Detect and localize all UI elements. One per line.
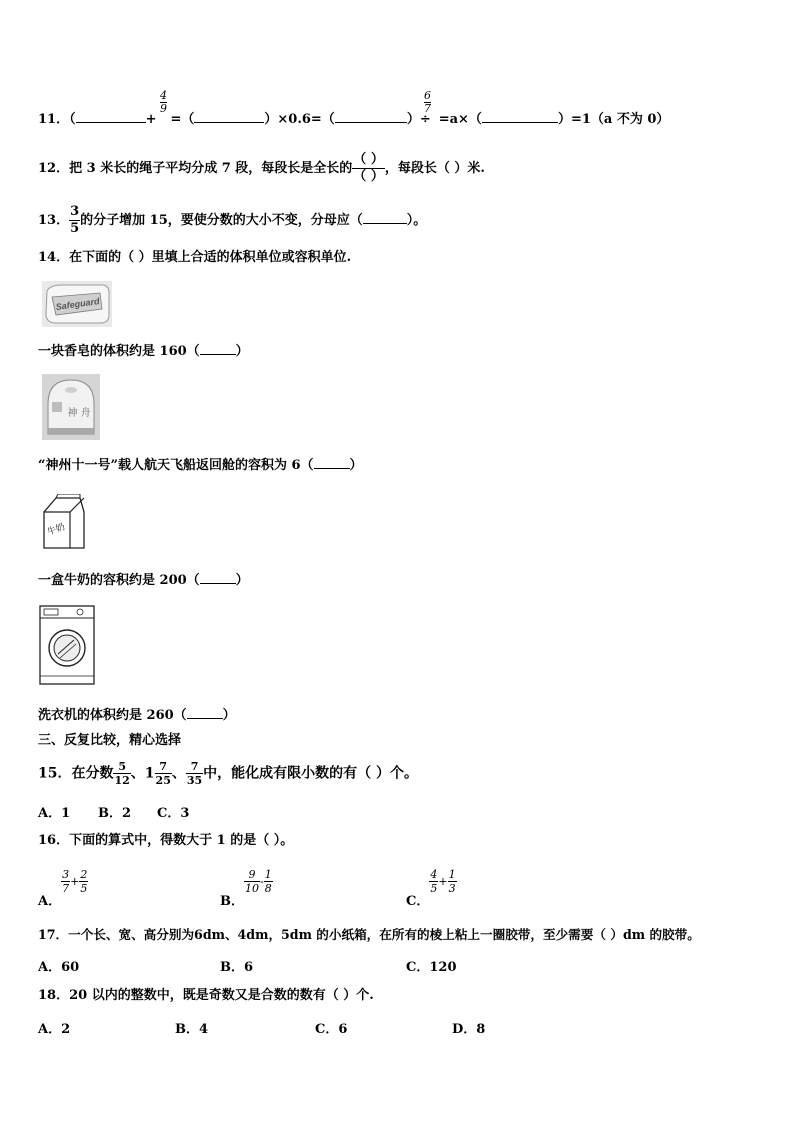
q15-frac-3-den: 35 [186,774,203,787]
q16-b-frac-2 [264,868,273,895]
q16-b-label: B． [220,894,244,909]
question-13 [38,204,426,237]
q16-b-frac-1-num: 9 [248,868,256,881]
q13-tail: ）。 [406,213,427,228]
q15-frac-2-num: 7 [159,760,168,773]
q16-text: 16．下面的算式中，得数大于 1 的是（ ）。 [38,833,294,848]
q16-a-frac-1-den: 7 [62,882,70,895]
q17-text: 17．一个长、宽、高分别为6dm、4dm，5dm 的小纸箱，在所有的棱上粘上一圈胶带，至少需要（ ）dm 的胶带。 [38,927,700,942]
q11-plus: + [145,112,157,127]
q18-option-d[interactable]: D．8 [452,1022,486,1037]
washing-machine-image [38,604,96,686]
q16-b-frac-1 [244,868,260,895]
q12-frac-den: （ ） [353,169,384,184]
q16-c-frac-2 [448,868,457,895]
q15-frac-1 [113,760,130,787]
question-18 [38,987,374,1005]
q16-b-frac-1-den: 10 [245,882,259,895]
q16-option-b[interactable] [220,868,273,909]
q15-frac-3-num: 7 [190,760,199,773]
soap-image [42,281,112,327]
q11-tail: ）=1（a 不为 0） [557,112,670,127]
q11-eq: =（ [170,112,195,127]
q16-a-frac-1 [61,868,70,895]
q18-option-a[interactable]: A．2 [38,1022,71,1037]
q11-frac2-num: 6 [424,89,431,102]
q15-sep-1: 、1 [130,765,155,782]
q18-text: 18．20 以内的整数中，既是奇数又是合数的数有（ ）个. [38,988,374,1003]
q16-c-frac-1-num: 4 [430,868,438,881]
capsule-close: ） [349,458,363,473]
milk-close: ） [235,573,249,588]
milk-label: 一盒牛奶的容积约是 200（ [38,573,200,588]
q16-a-frac-2-den: 5 [80,882,88,895]
washer-blank[interactable] [187,706,223,719]
question-14 [38,249,351,267]
q16-b-op: - [260,875,264,888]
q16-b-frac-2-num: 1 [264,868,272,881]
q11-ax: =a×（ [438,112,482,127]
q15-tail: 中，能化成有限小数的有（ ）个。 [203,765,419,782]
soap-close: ） [235,344,249,359]
q14-text: 14．在下面的（ ）里填上合适的体积单位或容积单位. [38,250,352,265]
soap-blank[interactable] [200,342,236,355]
q12-text: 12．把 3 米长的绳子平均分成 7 段，每段长是全长的 [38,161,353,176]
q11-frac2-den: 7 [424,102,431,115]
milk-mark: 牛奶 [46,522,67,538]
question-11 [38,110,669,129]
q17-option-b[interactable]: B．6 [220,960,254,975]
q15-frac-1-den: 12 [114,774,130,787]
q15-sep-2: 、 [171,765,186,782]
q13-text: 的分子增加 15，要使分数的大小不变，分母应（ [80,213,363,228]
q15-frac-1-num: 5 [118,760,126,773]
q16-option-a[interactable] [38,868,88,909]
washer-close: ） [222,708,236,723]
q16-a-frac-2 [79,868,88,895]
section-3-title [38,732,181,750]
question-12 [38,152,485,185]
capsule-mark: 神 舟 [67,408,91,419]
milk-question [38,571,249,590]
q16-c-frac-2-num: 1 [448,868,456,881]
q15-frac-3 [186,760,203,787]
q17-option-a[interactable]: A．60 [38,960,80,975]
soap-question [38,342,249,361]
q15-frac-2 [155,760,172,787]
q16-c-frac-2-den: 3 [448,882,456,895]
capsule-label: “神州十一号”载人航天飞船返回舱的容积为 6（ [38,458,314,473]
q17-option-c[interactable]: C．120 [406,960,457,975]
q11-blank-2[interactable] [194,110,264,123]
q16-c-frac-1-den: 5 [430,882,438,895]
washer-question [38,706,236,725]
q18-option-c[interactable]: C．6 [315,1022,348,1037]
section-3-title-text: 三、反复比较，精心选择 [38,733,182,748]
q11-times: ）×0.6=（ [264,112,335,127]
q11-blank-1[interactable] [76,110,146,123]
q16-option-c[interactable] [406,868,457,909]
washer-label: 洗衣机的体积约是 260（ [38,708,187,723]
capsule-blank[interactable] [314,456,350,469]
question-15 [38,760,418,787]
q11-frac1-num: 4 [160,89,167,102]
soap-brand: Safeguard [55,296,101,313]
q11-number: 11．（ [38,112,76,127]
q15-option-a[interactable]: A．1 [38,806,71,821]
soap-label: 一块香皂的体积约是 160（ [38,344,200,359]
milk-blank[interactable] [200,571,236,584]
q11-blank-4[interactable] [482,110,558,123]
q11-blank-3[interactable] [335,110,407,123]
q13-blank[interactable] [363,211,407,224]
q16-c-frac-1 [429,868,438,895]
q13-fraction [69,204,80,237]
q13-number: 13． [38,213,70,228]
q16-a-label: A． [38,894,62,909]
q15-option-c[interactable]: C．3 [157,806,190,821]
q12-fraction[interactable] [352,152,385,185]
q12-tail: ，每段长（ ）米. [384,161,485,176]
q16-a-frac-2-num: 2 [80,868,88,881]
question-17 [38,926,700,944]
q13-frac-num: 3 [70,204,80,219]
q15-option-b[interactable]: B．2 [98,806,132,821]
milk-carton-image [40,494,88,552]
q11-div: ）÷ [406,112,431,127]
q18-option-b[interactable]: B．4 [175,1022,209,1037]
q11-frac1-den: 9 [160,102,167,115]
question-16 [38,832,293,850]
q13-frac-den: 5 [70,221,80,236]
q16-b-frac-2-den: 8 [264,882,272,895]
q15-frac-2-den: 25 [155,774,171,787]
q16-c-label: C． [406,894,430,909]
q12-frac-num: （ ） [353,152,384,167]
capsule-image [42,374,100,440]
q16-a-frac-1-num: 3 [62,868,70,881]
q16-c-op: + [438,875,448,888]
capsule-question [38,456,363,475]
q16-a-op: + [70,875,80,888]
q15-pre: 15．在分数 [38,765,114,782]
